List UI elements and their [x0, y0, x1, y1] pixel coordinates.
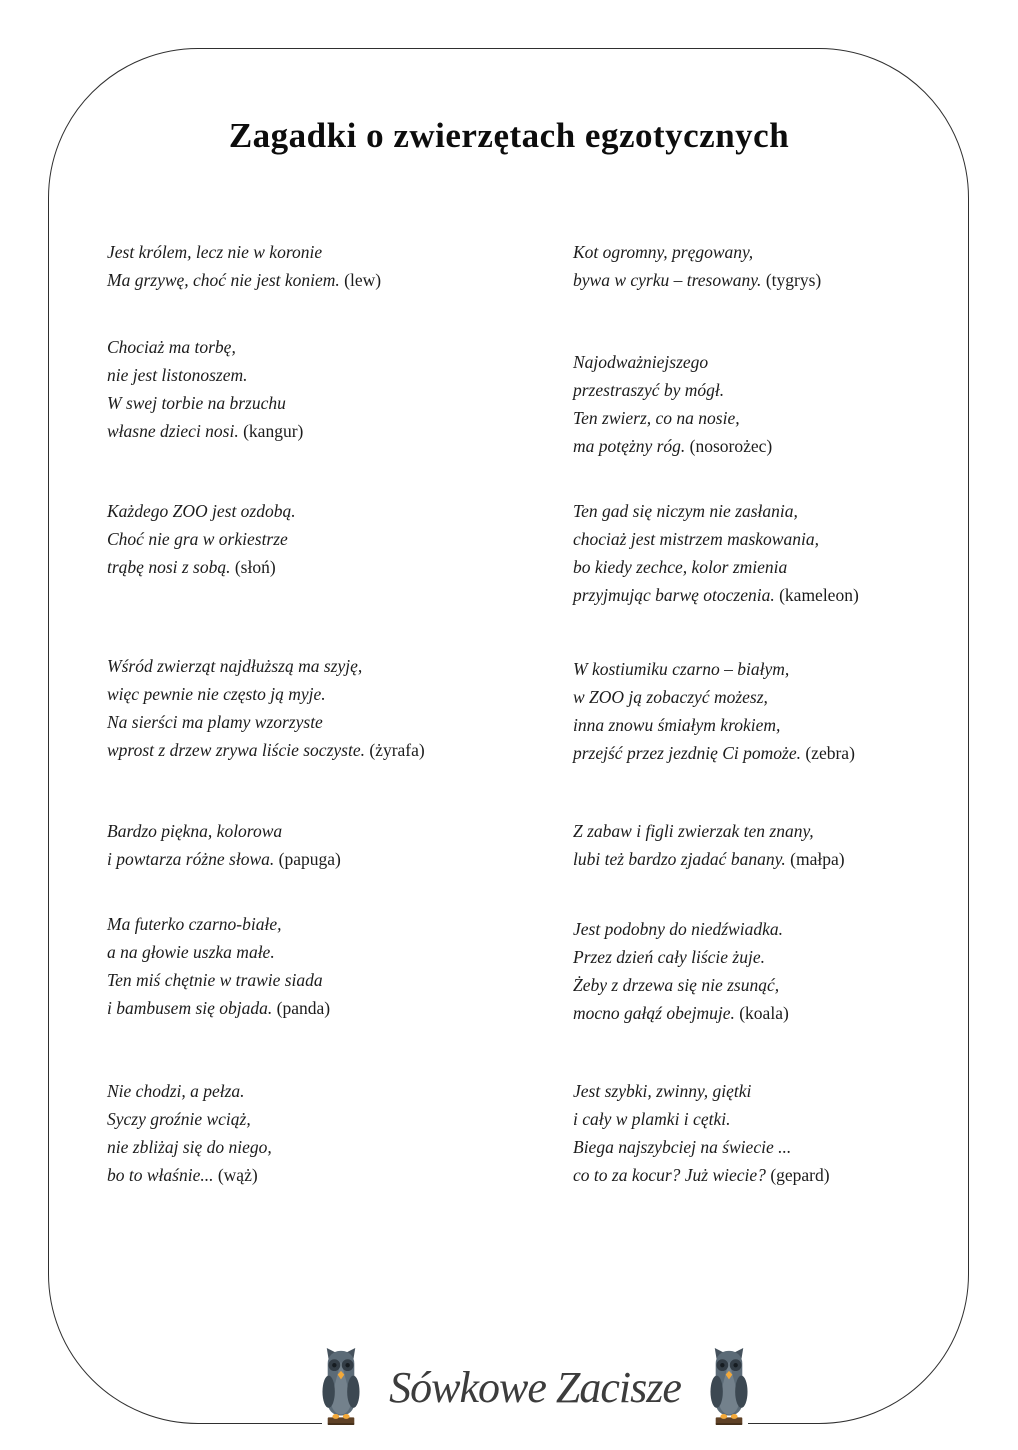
riddle-line: W kostiumiku czarno – białym,	[573, 659, 790, 679]
riddle-line: przyjmując barwę otoczenia. (kameleon)	[573, 585, 859, 605]
riddle-line: bo kiedy zechce, kolor zmienia	[573, 557, 788, 577]
riddle-answer: (nosorożec)	[689, 436, 773, 456]
riddle-line: przestraszyć by mógł.	[573, 380, 725, 400]
riddle-line: Ma grzywę, choć nie jest koniem. (lew)	[107, 270, 382, 290]
brand-name: Sówkowe Zacisze	[389, 1362, 681, 1412]
riddle-block	[573, 1077, 1018, 1189]
riddle-line: i powtarza różne słowa. (papuga)	[107, 849, 341, 869]
riddle-answer: (zebra)	[805, 743, 855, 763]
riddle-block	[573, 915, 1018, 1027]
riddle-line: własne dzieci nosi. (kangur)	[107, 421, 304, 441]
riddle-line: Ten gad się niczym nie zasłania,	[573, 501, 798, 521]
riddle-line: więc pewnie nie często ją myje.	[107, 684, 326, 704]
owl-icon	[710, 1346, 748, 1428]
riddle-answer: (lew)	[344, 270, 382, 290]
riddle-line: Ten miś chętnie w trawie siada	[107, 970, 323, 990]
riddle-line: Ma futerko czarno-białe,	[107, 914, 282, 934]
riddle-answer: (papuga)	[278, 849, 341, 869]
riddle-line: Biega najszybciej na świecie ...	[573, 1137, 792, 1157]
owl-icon	[322, 1346, 360, 1428]
riddle-line: Bardzo piękna, kolorowa	[107, 821, 283, 841]
riddle-line: co to za kocur? Już wiecie? (gepard)	[573, 1165, 830, 1185]
riddle-line: Jest szybki, zwinny, giętki	[573, 1081, 752, 1101]
riddle-line: Syczy groźnie wciąż,	[107, 1109, 251, 1129]
riddle-answer: (małpa)	[790, 849, 845, 869]
riddle-line: ma potężny róg. (nosorożec)	[573, 436, 773, 456]
riddle-line: trąbę nosi z sobą. (słoń)	[107, 557, 276, 577]
riddle-line: inna znowu śmiałym krokiem,	[573, 715, 781, 735]
riddle-answer: (koala)	[739, 1003, 789, 1023]
riddle-block	[573, 497, 1018, 609]
riddle-line: a na głowie uszka małe.	[107, 942, 275, 962]
riddle-line: przejść przez jezdnię Ci pomoże. (zebra)	[573, 743, 855, 763]
riddle-block	[573, 817, 1018, 873]
riddle-line: Na sierści ma plamy wzorzyste	[107, 712, 323, 732]
riddle-block	[573, 348, 1018, 460]
riddle-line: wprost z drzew zrywa liście soczyste. (żyrafa)	[107, 740, 425, 760]
riddle-line: Jest podobny do niedźwiadka.	[573, 919, 783, 939]
riddle-line: Jest królem, lecz nie w koronie	[107, 242, 323, 262]
riddle-line: Przez dzień cały liście żuje.	[573, 947, 765, 967]
riddle-line: Nie chodzi, a pełza.	[107, 1081, 245, 1101]
riddle-line: nie jest listonoszem.	[107, 365, 248, 385]
riddle-line: bo to właśnie... (wąż)	[107, 1165, 258, 1185]
riddle-line: Żeby z drzewa się nie zsunąć,	[573, 975, 780, 995]
riddle-answer: (panda)	[276, 998, 331, 1018]
riddle-block	[573, 655, 1018, 767]
riddle-line: chociaż jest mistrzem maskowania,	[573, 529, 819, 549]
riddle-line: Z zabaw i figli zwierzak ten znany,	[573, 821, 814, 841]
riddle-line: bywa w cyrku – tresowany. (tygrys)	[573, 270, 822, 290]
riddle-answer: (wąż)	[217, 1165, 258, 1185]
riddle-block	[573, 238, 1018, 294]
riddle-line: Najodważniejszego	[573, 352, 709, 372]
riddle-line: W swej torbie na brzuchu	[107, 393, 286, 413]
riddle-line: Każdego ZOO jest ozdobą.	[107, 501, 296, 521]
riddle-line: Wśród zwierząt najdłuższą ma szyję,	[107, 656, 363, 676]
page-title: Zagadki o zwierzętach egzotycznych	[228, 116, 790, 155]
riddle-answer: (tygrys)	[765, 270, 822, 290]
riddle-line: i cały w plamki i cętki.	[573, 1109, 731, 1129]
riddle-line: mocno gałąź obejmuje. (koala)	[573, 1003, 789, 1023]
riddle-line: Ten zwierz, co na nosie,	[573, 408, 740, 428]
riddle-line: Chociaż ma torbę,	[107, 337, 236, 357]
riddle-answer: (kameleon)	[779, 585, 859, 605]
riddle-answer: (gepard)	[770, 1165, 830, 1185]
riddle-answer: (kangur)	[243, 421, 304, 441]
riddle-line: Choć nie gra w orkiestrze	[107, 529, 288, 549]
riddle-line: i bambusem się objada. (panda)	[107, 998, 331, 1018]
footer-logo	[322, 1336, 748, 1438]
riddle-line: lubi też bardzo zjadać banany. (małpa)	[573, 849, 845, 869]
riddle-line: nie zbliżaj się do niego,	[107, 1137, 272, 1157]
riddle-line: w ZOO ją zobaczyć możesz,	[573, 687, 768, 707]
riddle-line: Kot ogromny, pręgowany,	[573, 242, 754, 262]
riddle-answer: (żyrafa)	[369, 740, 425, 760]
riddle-answer: (słoń)	[234, 557, 276, 577]
